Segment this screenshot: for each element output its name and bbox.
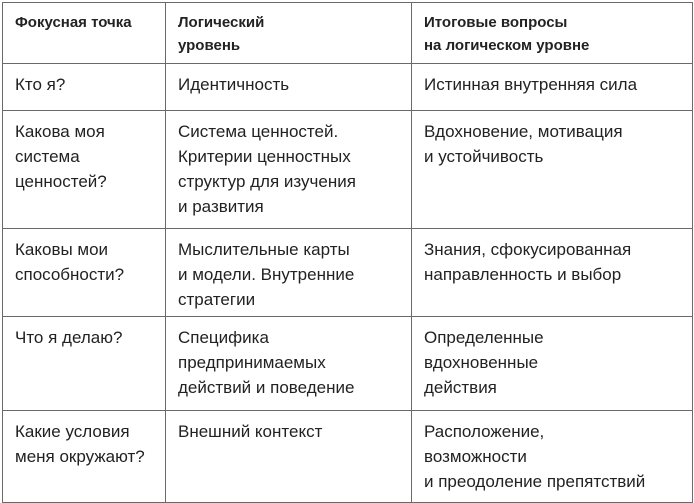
table-row xyxy=(3,229,693,317)
cell-question: Определенные вдохновенные действия xyxy=(412,317,693,411)
cell-question: Расположение, возможности и преодоление препятствий xyxy=(412,411,693,503)
cell-question: Знания, сфокусированная направленность и выбор xyxy=(412,229,693,317)
cell-focus: Какова моя система ценностей? xyxy=(3,111,166,229)
header-summary-questions: Итоговые вопросы на логическом уровне xyxy=(412,3,693,64)
header-focus-point: Фокусная точка xyxy=(3,3,166,64)
cell-focus: Каковы мои способности? xyxy=(3,229,166,317)
header-logical-level: Логический уровень xyxy=(166,3,412,64)
cell-focus: Какие условия меня окружают? xyxy=(3,411,166,503)
cell-level: Идентичность xyxy=(166,64,412,111)
table-row xyxy=(3,411,693,503)
cell-question: Истинная внутренняя сила xyxy=(412,64,693,111)
cell-focus: Что я делаю? xyxy=(3,317,166,411)
header-row xyxy=(3,3,693,64)
logical-levels-table xyxy=(2,2,693,503)
table-row xyxy=(3,64,693,111)
cell-question: Вдохновение, мотивация и устойчивость xyxy=(412,111,693,229)
cell-level: Специфика предпринимаемых действий и поведение xyxy=(166,317,412,411)
cell-level: Мыслительные карты и модели. Внутренние стратегии xyxy=(166,229,412,317)
cell-level: Внешний контекст xyxy=(166,411,412,503)
table-row xyxy=(3,317,693,411)
cell-level: Система ценностей. Критерии ценностных структур для изучения и развития xyxy=(166,111,412,229)
cell-focus: Кто я? xyxy=(3,64,166,111)
table-row xyxy=(3,111,693,229)
